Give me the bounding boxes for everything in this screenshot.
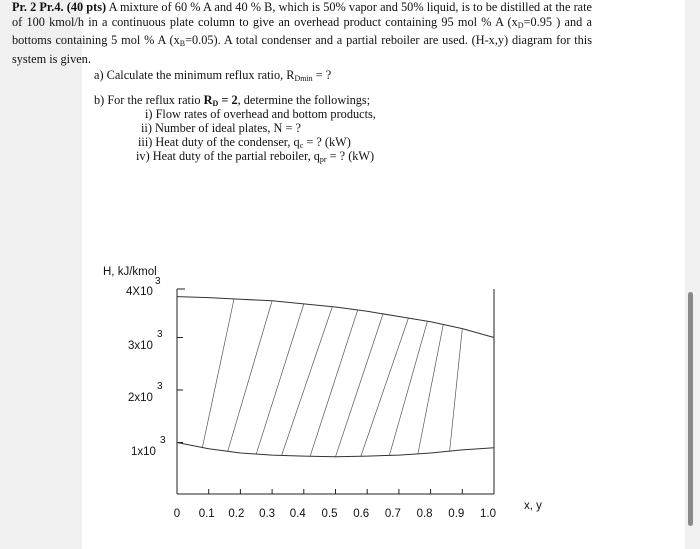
part-b-item-2: ii) Number of ideal plates, N = ? (141, 121, 301, 135)
x-tick-label: 0.4 (289, 508, 306, 520)
tie-line (282, 307, 333, 456)
problem-points: (40 pts) (66, 0, 107, 14)
tie-line (228, 301, 272, 452)
problem-number: Pr. 2 (12, 0, 37, 14)
y-tick-label-1: 1x10 (131, 446, 156, 458)
tie-line (361, 318, 409, 456)
problem-text-3: =0.05). A total condenser and a partial reboiler are used. (H-x,y) diagram for this system is given. (12, 33, 592, 66)
part-b-item-4-sub: pr (319, 155, 327, 164)
part-a-text: a) Calculate the minimum reflux ratio, R (94, 68, 295, 82)
problem-text-2: =0.95 ) and a bottoms containing 5 mol % A (x (12, 14, 592, 48)
part-a-tail: = ? (312, 68, 332, 82)
tie-line (336, 314, 384, 457)
tie-line (256, 304, 304, 454)
liquid-enthalpy-curve (177, 443, 494, 457)
y-tick-label-3: 3x10 (128, 340, 153, 352)
x-tick-label: 0.1 (198, 508, 215, 520)
y-axis-label: H, kJ/kmol (103, 266, 157, 278)
y-tick-exp-4: 3 (155, 276, 161, 287)
x-tick-label: 1.0 (480, 508, 496, 520)
tie-line (418, 324, 443, 453)
vapor-enthalpy-curve (177, 297, 494, 338)
y-tick-exp-3: 3 (157, 329, 163, 340)
x-tick-label: 0.8 (416, 508, 433, 520)
part-b-item-4-tail: = ? (kW) (326, 149, 375, 163)
y-tick-label-2: 2x10 (128, 392, 153, 404)
part-b-text: b) For the reflux ratio (94, 93, 204, 107)
problem-sub-b: B (179, 39, 186, 49)
x-tick-label: 0 (173, 508, 181, 520)
part-b-bold-sub: D (212, 99, 219, 108)
x-tick-label: 0.6 (353, 508, 370, 520)
x-tick-label: 0.5 (321, 508, 338, 520)
part-b-bold: R (203, 93, 213, 107)
problem-ref: Pr.4. (39, 0, 64, 14)
part-b-item-3-sub: c (299, 141, 304, 150)
part-b-item-3-text: iii) Heat duty of the condenser, q (138, 135, 300, 149)
tie-line (310, 310, 358, 456)
part-a-sub: Dmin (294, 74, 313, 83)
problem-text-1: A mixture of 60 % A and 40 % B, which is 50% vapor and 50% liquid, is to be distilled at the rate of 100 kmol/h in a continuous plate column to give an overhead product containing 95 mol % A (x (12, 0, 593, 29)
part-b-item-3-tail: = ? (kW) (303, 135, 351, 149)
y-tick-exp-1: 3 (160, 435, 166, 446)
y-tick-exp-2: 3 (157, 381, 163, 392)
part-b-bold-tail: = 2 (218, 93, 238, 107)
y-tick-label-4: 4X10 (126, 286, 153, 298)
x-tick-label: 0.9 (448, 508, 465, 520)
x-tick-label: 0.2 (228, 508, 245, 520)
x-tick-label: 0.7 (384, 508, 401, 520)
x-tick-label: 0.3 (259, 508, 276, 520)
tie-line (202, 299, 234, 448)
part-b-tail: , determine the followings; (237, 93, 371, 107)
part-b-item-4-text: iv) Heat duty of the partial reboiler, q (136, 149, 320, 163)
part-b-item-1: i) Flow rates of overhead and bottom products, (145, 107, 376, 121)
x-axis-label: x, y (524, 500, 542, 512)
problem-sub-d: D (517, 20, 524, 30)
tie-line (450, 329, 463, 452)
